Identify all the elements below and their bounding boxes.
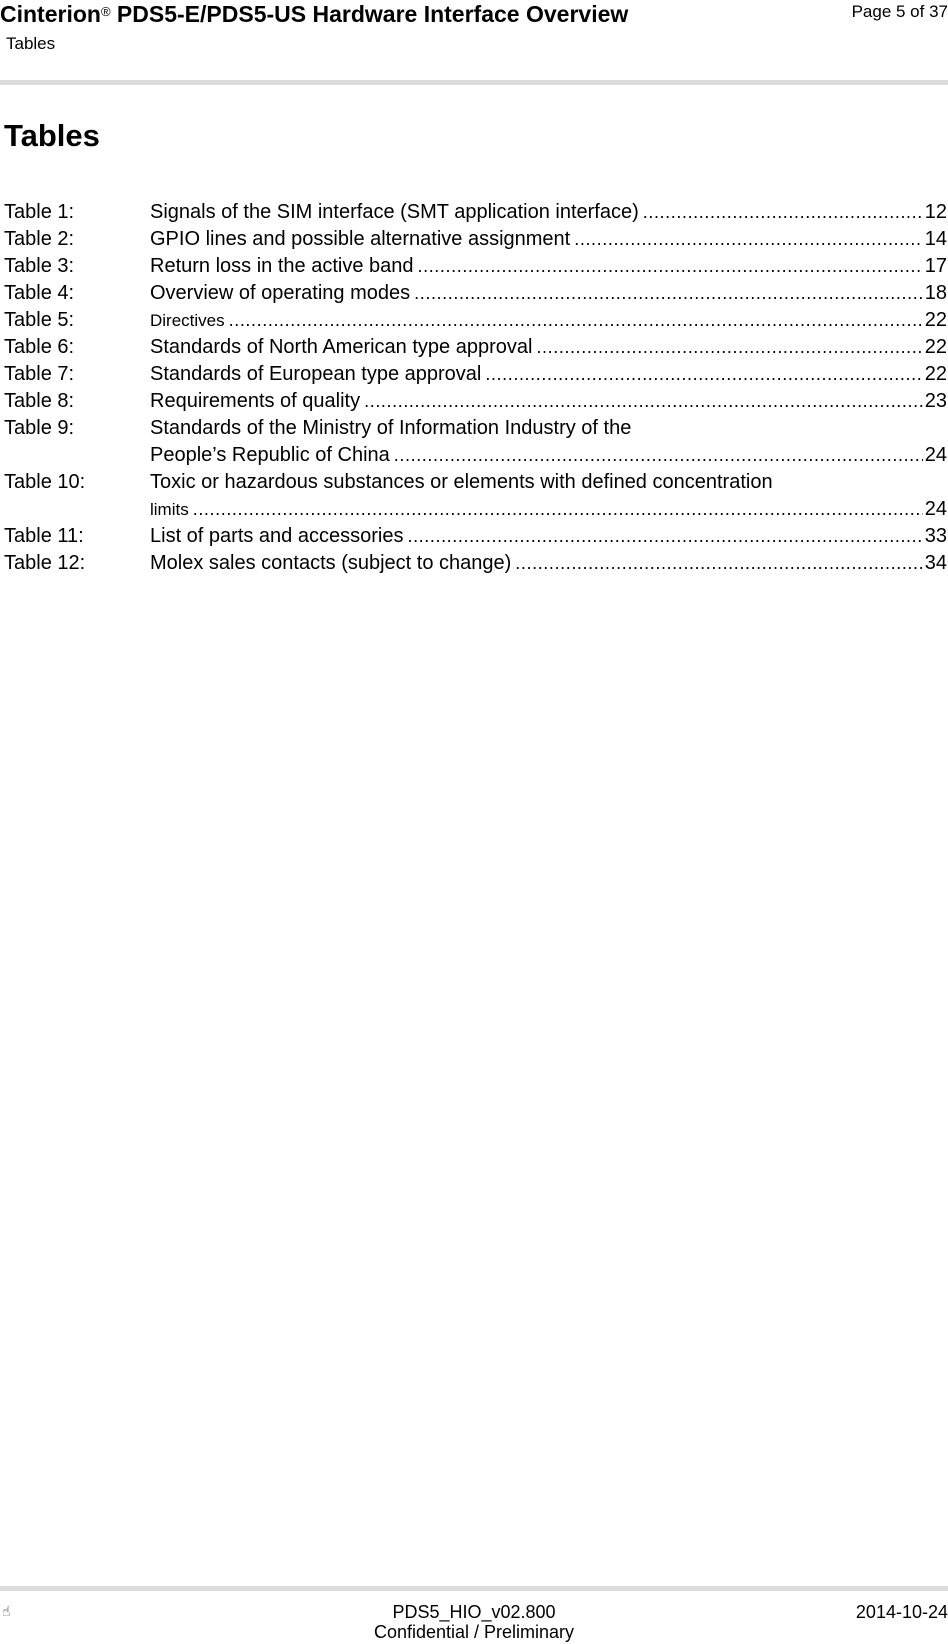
- toc-entry-title: Overview of operating modes: [150, 282, 411, 304]
- toc-entry-page[interactable]: 12: [924, 201, 947, 223]
- dot-leader: [410, 280, 923, 307]
- dot-leader: [189, 496, 923, 523]
- toc-entry[interactable]: [4, 388, 947, 415]
- toc-entry-title: Standards of European type approval: [150, 363, 482, 385]
- toc-entry-leader-line: [150, 361, 947, 388]
- toc-entry-label: Table 4:: [4, 282, 75, 304]
- toc-entry-leader-line: [150, 199, 947, 226]
- toc-entry-page[interactable]: 34: [924, 552, 947, 574]
- toc-entry[interactable]: [4, 469, 947, 523]
- toc-entry-body: [150, 334, 947, 361]
- header-divider: [0, 80, 948, 85]
- dot-leader: [403, 523, 922, 550]
- toc-entry-label: Table 2:: [4, 228, 75, 250]
- toc-entry-title-line: Toxic or hazardous substances or elements with defined concentration: [150, 471, 773, 493]
- toc-entry-title: Requirements of quality: [150, 390, 361, 412]
- toc-entry-label: Table 6:: [4, 336, 75, 358]
- toc-entry-leader-line: [150, 496, 947, 523]
- dot-leader: [511, 550, 922, 577]
- toc-entry-page[interactable]: 24: [924, 444, 947, 466]
- toc-entry-label: Table 9:: [4, 417, 75, 439]
- toc-entry-title: List of parts and accessories: [150, 525, 404, 547]
- toc-entry-label: Table 5:: [4, 309, 75, 331]
- toc-entry-leader-line: [150, 388, 947, 415]
- toc-entry-leader-line: [150, 226, 947, 253]
- toc-entry-leader-line: [150, 550, 947, 577]
- toc-entry-body: [150, 415, 947, 469]
- table-of-tables: [4, 199, 947, 577]
- toc-entry[interactable]: [4, 523, 947, 550]
- toc-entry-body: [150, 550, 947, 577]
- toc-entry-body: [150, 469, 947, 523]
- toc-entry-title-line: Standards of the Ministry of Information Industry of the: [150, 417, 632, 439]
- pointing-hand-icon: ☝: [2, 1603, 11, 1619]
- dot-leader: [414, 253, 923, 280]
- toc-entry[interactable]: [4, 199, 947, 226]
- toc-entry-page[interactable]: 22: [924, 363, 947, 385]
- toc-entry-page[interactable]: 18: [924, 282, 947, 304]
- title-brand: Cinterion: [0, 1, 101, 27]
- toc-entry-body: [150, 280, 947, 307]
- toc-entry[interactable]: [4, 253, 947, 280]
- toc-entry-page[interactable]: 33: [924, 525, 947, 547]
- toc-entry-page[interactable]: 23: [924, 390, 947, 412]
- dot-leader: [360, 388, 923, 415]
- toc-entry[interactable]: [4, 334, 947, 361]
- toc-entry-title: People’s Republic of China: [150, 444, 390, 466]
- toc-entry-body: [150, 361, 947, 388]
- footer-confidentiality: Confidential / Preliminary: [373, 1622, 575, 1642]
- toc-entry-label: Table 7:: [4, 363, 75, 385]
- document-title: [0, 0, 628, 28]
- registered-mark: ®: [100, 4, 111, 19]
- toc-entry-leader-line: [150, 253, 947, 280]
- toc-entry[interactable]: [4, 280, 947, 307]
- toc-entry[interactable]: [4, 550, 947, 577]
- toc-entry-page[interactable]: 22: [924, 309, 947, 331]
- toc-entry-leader-line: [150, 523, 947, 550]
- page-heading: Tables: [4, 118, 100, 153]
- toc-entry-body: [150, 226, 947, 253]
- dot-leader: [532, 334, 922, 361]
- dot-leader: [225, 307, 923, 334]
- toc-entry-label: Table 3:: [4, 255, 75, 277]
- toc-entry-page[interactable]: 14: [924, 228, 947, 250]
- toc-entry-leader-line: [150, 442, 947, 469]
- toc-entry-page[interactable]: 22: [924, 336, 947, 358]
- running-section-label: Tables: [6, 34, 56, 53]
- toc-entry-title: limits: [150, 500, 189, 519]
- toc-entry-body: [150, 307, 947, 334]
- toc-entry-title: Return loss in the active band: [150, 255, 414, 277]
- dot-leader: [570, 226, 923, 253]
- title-rest: PDS5-E/PDS5-US Hardware Interface Overview: [110, 1, 629, 27]
- toc-entry-label: Table 1:: [4, 201, 75, 223]
- toc-entry-body: [150, 388, 947, 415]
- toc-entry-label: Table 10:: [4, 471, 86, 493]
- toc-entry-body: [150, 253, 947, 280]
- page-header: [0, 0, 948, 92]
- toc-entry[interactable]: [4, 307, 947, 334]
- toc-entry-label: Table 8:: [4, 390, 75, 412]
- toc-entry-label: Table 11:: [4, 525, 84, 547]
- dot-leader: [639, 199, 923, 226]
- page-number: Page 5 of 37: [851, 2, 948, 21]
- toc-entry-title: Directives: [150, 311, 225, 330]
- toc-entry-body: [150, 199, 947, 226]
- toc-entry-page[interactable]: 17: [924, 255, 947, 277]
- toc-entry-title: Molex sales contacts (subject to change): [150, 552, 512, 574]
- footer-date: 2014-10-24: [855, 1602, 948, 1622]
- toc-entry-leader-line: [150, 280, 947, 307]
- toc-entry-page[interactable]: 24: [924, 498, 947, 520]
- toc-entry-leader-line: [150, 307, 947, 334]
- toc-entry-leader-line: [150, 334, 947, 361]
- footer-document-id: PDS5_HIO_v02.800: [392, 1602, 556, 1622]
- dot-leader: [481, 361, 922, 388]
- toc-entry-label: Table 12:: [4, 552, 86, 574]
- toc-entry-title: Standards of North American type approval: [150, 336, 533, 358]
- toc-entry[interactable]: [4, 415, 947, 469]
- toc-entry[interactable]: [4, 226, 947, 253]
- toc-entry[interactable]: [4, 361, 947, 388]
- toc-entry-body: [150, 523, 947, 550]
- toc-entry-title: GPIO lines and possible alternative assignment: [150, 228, 571, 250]
- footer-divider: [0, 1586, 948, 1591]
- toc-entry-title: Signals of the SIM interface (SMT application interface): [150, 201, 639, 223]
- dot-leader: [390, 442, 923, 469]
